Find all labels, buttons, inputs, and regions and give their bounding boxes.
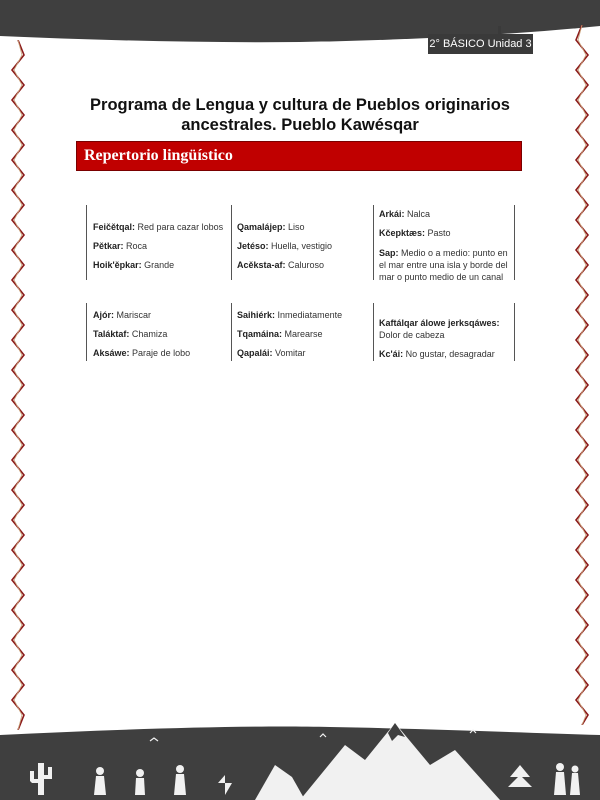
column-divider (373, 303, 374, 361)
footer-landscape-illustration (0, 715, 600, 800)
vocab-entry: Kc'ái: No gustar, desagradar (379, 349, 495, 359)
vocab-entry: Hoik'ěpkar: Grande (93, 260, 175, 270)
column-divider (514, 303, 515, 361)
vocab-entry-multiline: Kaftálqar álowe jerksqáwes: Dolor de cabeza (379, 318, 500, 340)
vocab-entry: Tqamáina: Marearse (237, 329, 323, 339)
section-heading: Repertorio lingüístico (84, 147, 233, 164)
section-heading-bar (76, 141, 522, 171)
vocab-entry: Saihiérk: Inmediatamente (237, 310, 343, 320)
left-decorative-border (8, 40, 28, 730)
vocab-entry: Arkái: Nalca (379, 209, 431, 219)
vocab-entry: Qapalái: Vomitar (237, 348, 306, 358)
vocab-entry: Kčepktæs: Pasto (379, 228, 451, 238)
vocab-entry: Acěksta-af: Caluroso (237, 260, 325, 270)
grade-badge: 2° BÁSICO Unidad 3 (428, 34, 533, 54)
column-divider (231, 205, 232, 280)
column-divider (86, 303, 87, 361)
column-divider (231, 303, 232, 361)
vocab-entry: Pětkar: Roca (93, 241, 148, 251)
column-divider (514, 205, 515, 280)
vocab-entry: Jetéso: Huella, vestigio (237, 241, 333, 251)
vocab-entry: Aksáwe: Paraje de lobo (93, 348, 191, 358)
vocab-entry: Feičětqal: Red para cazar lobos (93, 222, 224, 232)
right-decorative-border (572, 25, 592, 725)
vocab-entry: Ajór: Mariscar (93, 310, 152, 320)
column-divider (373, 205, 374, 280)
column-divider (86, 205, 87, 280)
vocab-entry: Taláktaf: Chamiza (93, 329, 168, 339)
vocab-entry-multiline: Sap: Medio o a medio: punto en el mar entre una isla y borde del mar o punto medio de un canal (379, 248, 508, 282)
page-title: Programa de Lengua y cultura de Pueblos originarios ancestrales. Pueblo Kawésqar (90, 96, 510, 134)
vocab-entry: Qamalájep: Liso (237, 222, 305, 232)
